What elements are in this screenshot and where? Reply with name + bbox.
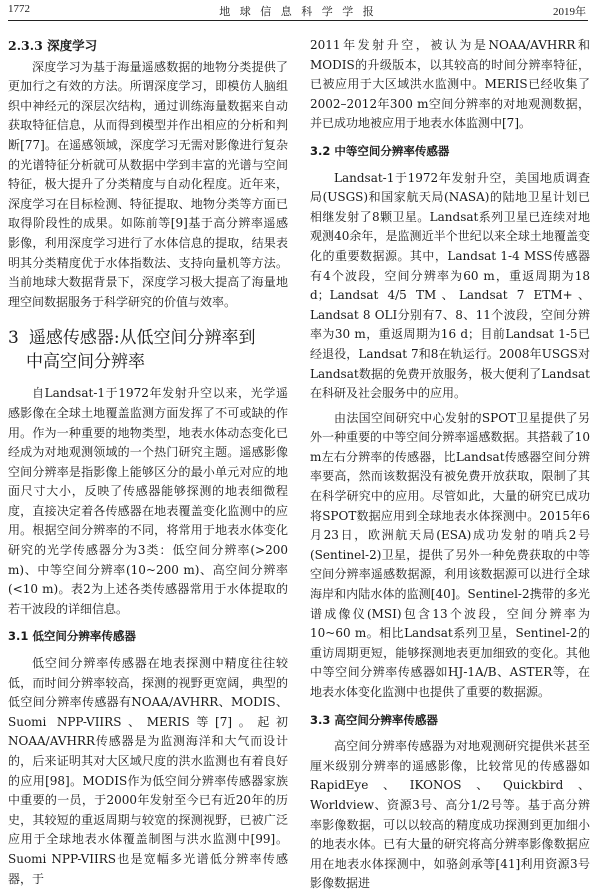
section-2-3-3-heading: 2.3.3 深度学习 (8, 38, 98, 53)
paragraph-low-resolution: 低空间分辨率传感器在地表探测中精度往往较低，而时间分辨率较高，探测的视野更宽阔，典型的低空间分辨率传感器有NOAA/AVHRR、MODIS、Suomi NPP-VIIRS、MERIS等[7]。起初NOAA/AVHRR传感器是为监测海洋和大气而设计的，后来证明其对大区域尺度的洪水监测也有着良好的应用[98]。MODIS作为低空间分辨率传感器家族中重要的一员，于2000年发射至今已有近20年的历史，其较短的重返周期与较宽的探测视野，已被广泛应用于全球地表水体覆盖制图与洪水监测中[99]。Suomi NPP-VIIRS也是宽幅多光谱低分辨率传感器，于 (8, 656, 288, 886)
paragraph-spot-sentinel: 由法国空间研究中心发射的SPOT卫星提供了另外一种重要的中等空间分辨率遥感数据。其搭载了10 m左右分辨率的传感器，比Landsat传感器空间分辨率要高，然而该数据没有被免费开放获取，限制了其在科学研究中的应用。尽管如此，大量的研究已成功将SPOT数据应用到全球地表水体探测中。2015年6月23日，欧洲航天局(ESA)成功发射的哨兵2号(Sentinel-2)卫星，提供了另外一种免费获取的中等空间分辨率遥感数据源，利用该数据源可以进行全球海岸和内陆水体的监测[40]。Sentinel-2携带的多光谱成像仪(MSI)包含13个波段，空间分辨率为10~60 m。相比Landsat系列卫星，Sentinel-2的重访周期更短，能够探测地表更加细致的变化。其他中等空间分辨率传感器如HJ-1A/B、ASTER等，在地表水体变化监测中也提供了重要的数据源。 (310, 410, 590, 699)
page-header (0, 0, 596, 22)
right-column (310, 36, 590, 894)
section-3-title-line-2: 中高空间分辨率 (26, 352, 145, 373)
page-number: 1772 (8, 3, 30, 15)
section-3-1-heading: 3.1 低空间分辨率传感器 (8, 629, 136, 644)
paragraph-deep-learning: 深度学习为基于海量遥感数据的地物分类提供了更加行之有效的方法。所谓深度学习，即模仿人脑组织中神经元的深层次结构，通过训练海量数据来自动获取特征信息，从而得到模型并作出相应的分析和判断[77]。在遥感领域，深度学习无需对影像进行复杂的光谱特征分析就可从数据中学到丰富的光谱与空间特征，极大提升了分类精度与自动化程度。近年来，深度学习在目标检测、特征提取、地物分类等方面已取得阶段性的成果。如陈前等[9]基于高分辨率遥感影像，利用深度学习进行了水体信息的提取，结果表明其分类精度优于水体指数法、支持向量机等方法。当前地球大数据背景下，深度学习极大提高了海量地理空间数据服务于科学研究的价值与效率。 (8, 59, 288, 309)
section-3-title-line-1: 遥感传感器:从低空间分辨率到 (28, 328, 256, 349)
section-3-2-heading: 3.2 中等空间分辨率传感器 (310, 143, 450, 158)
left-column (8, 36, 288, 889)
section-3-number: 3 (8, 328, 19, 349)
paragraph-landsat: Landsat-1于1972年发射升空，美国地质调查局(USGS)和国家航天局(NASA)的陆地卫星计划已相继发射了8颗卫星。Landsat系列卫星已连续对地观测40余年，是监测近半个世纪以来全球土地覆盖变化的重要数据源。其中，Landsat 1-4 MSS传感器有4个波段，空间分辨率为60 m，重返周期为18 d；Landsat 4/5 TM、Landsat 7 ETM+、Landsat 8 OLI分别有7、8、11个波段，空间分辨率为30 m，重返周期为16 d；目前Landsat 1-5已经退役，Landsat 7和8在轨运行。2008年USGS对Landsat数据的免费开放服务，极大便利了Landsat在科研及社会服务中的应用。 (310, 170, 590, 401)
paragraph-continued: 2011年发射升空，被认为是NOAA/AVHRR和MODIS的升级版本，以其较高的时间分辨率特征，已被应用于大区域洪水监测中。MERIS已经收集了2002–2012年300 m空间分辨率的对地观测数据，并已成功地被应用于地表水体监测中[7]。 (310, 38, 590, 131)
header-rule (8, 20, 588, 21)
paragraph-high-resolution: 高空间分辨率传感器为对地观测研究提供米甚至厘米级别分辨率的遥感影像，比较常见的传感器如RapidEye、IKONOS、Quickbird、Worldview、资源3号、高分1/2号等。基于高分辨率影像数据，可以以较高的精度成功探测到更加细小的地表水体。已有大量的研究将高分辨率影像数据应用在地表水体探测中，如骆剑承等[41]利用资源3号影像数据进 (310, 739, 590, 891)
paragraph-sensor-intro: 自Landsat-1于1972年发射升空以来，光学遥感影像在全球土地覆盖监测方面发挥了不可或缺的作用。作为一种重要的地物类型，地表水体动态变化已经成为对地观测领域的一个热门研究主题。遥感影像空间分辨率是指影像上能够区分的最小单元对应的地面尺寸大小，反映了传感器能够探测的地表细微程度，直接决定着各传感器在地表覆盖变化监测中的应用。根据空间分辨率的不同，将常用于地表水体变化研究的光学传感器分为3类：低空间分辨率(>200 m)、中等空间分辨率(10~200 m)、高空间分辨率(<10 m)。表2为上述各类传感器常用于水体提取的若干波段的详细信息。 (8, 386, 288, 616)
issue-year: 2019年 (553, 6, 586, 18)
section-3-heading (8, 326, 288, 374)
section-3-3-heading: 3.3 高空间分辨率传感器 (310, 712, 438, 727)
journal-title: 地 球 信 息 科 学 学 报 (219, 5, 377, 18)
